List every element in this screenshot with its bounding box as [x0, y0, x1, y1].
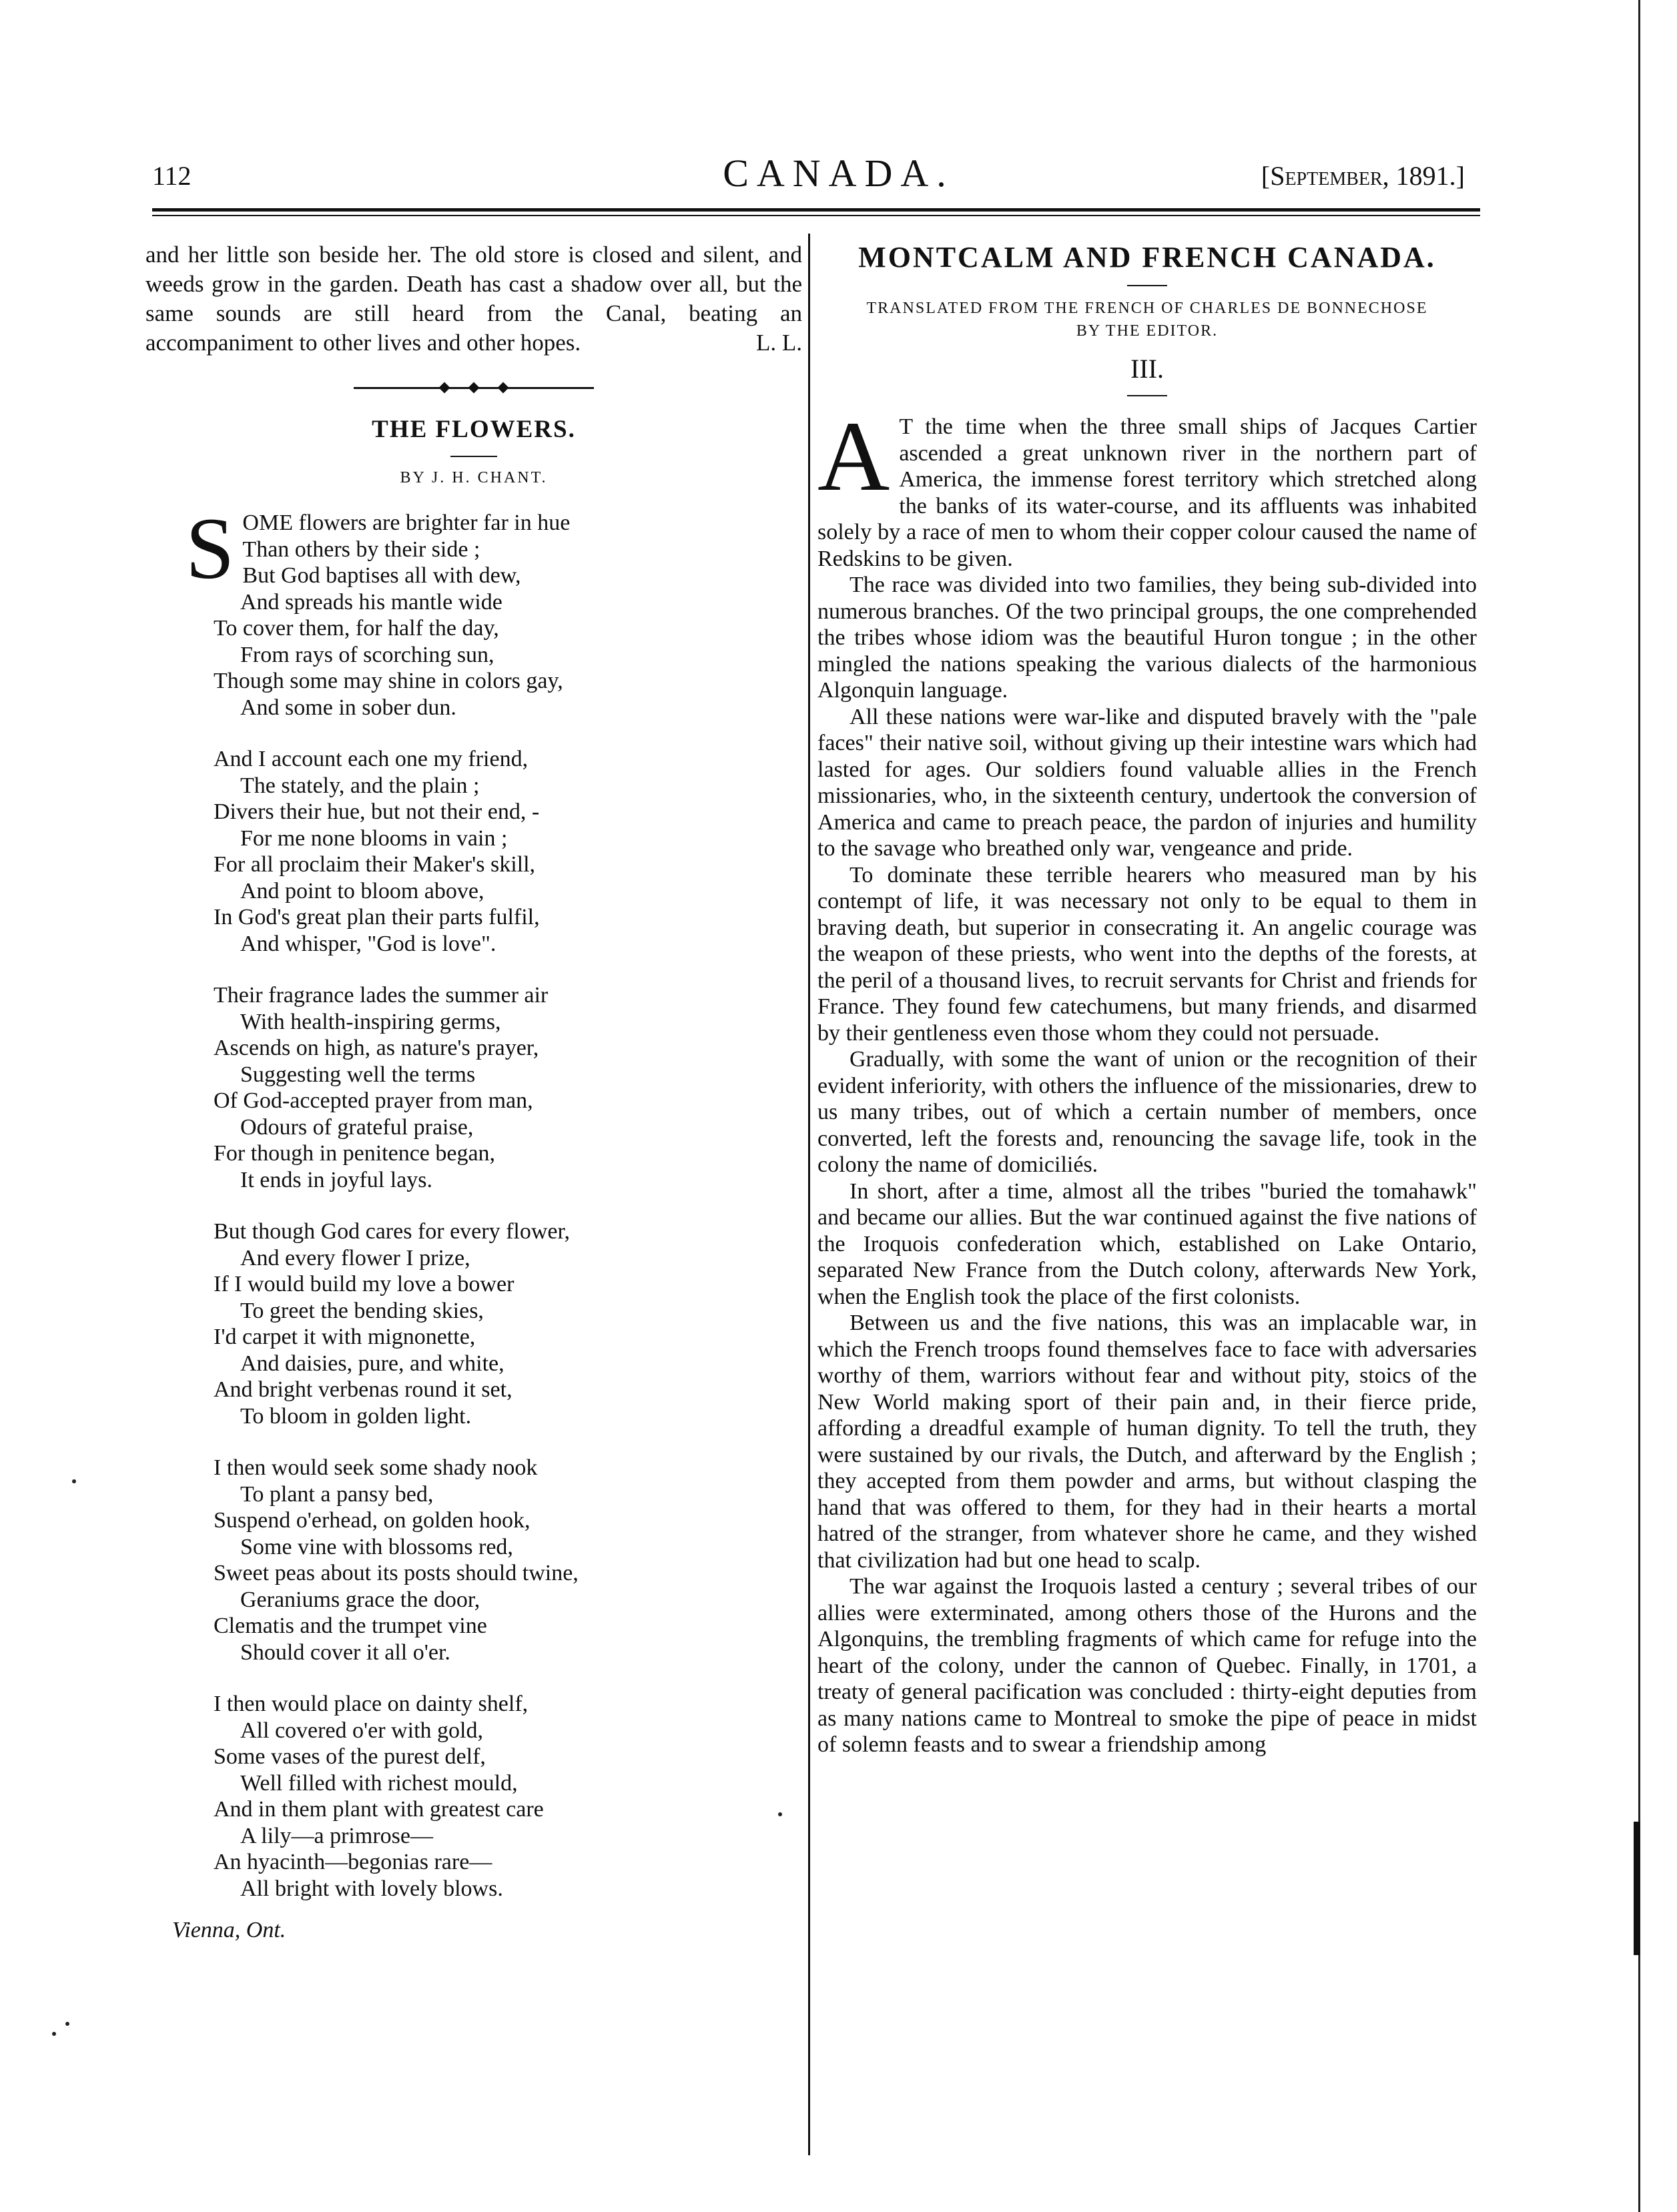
header-rule-thick — [152, 208, 1480, 212]
section-rule — [1127, 395, 1167, 396]
poem-line: An hyacinth—begonias rare— — [214, 1850, 492, 1874]
poem-line: Of God-accepted prayer from man, — [214, 1088, 533, 1113]
poem-signoff: Vienna, Ont. — [172, 1918, 286, 1942]
issue-date: [September, 1891.] — [1261, 161, 1465, 191]
paragraph: The race was divided into two families, they being sub-divided into numerous branches. Of the two principal groups, the one comprehended the tribes whose idiom was the beautiful Huron tongue ; in the other mingled the nations speaking the various dialects of the harmonious Algonquin language. — [817, 573, 1477, 703]
poem-line: A lily—a primrose— — [240, 1823, 433, 1848]
article-title-rule — [1127, 285, 1167, 286]
poem-line: Well filled with richest mould, — [240, 1770, 518, 1796]
scan-speck — [778, 1812, 782, 1816]
poem-line: Than others by their side ; — [242, 536, 480, 562]
poem-line: The stately, and the plain ; — [240, 773, 480, 798]
page-edge-mark — [1634, 1822, 1640, 1955]
poem-line: And whisper, "God is love". — [240, 931, 496, 956]
prose-ending — [145, 240, 802, 358]
poem-line: And I account each one my friend, — [214, 747, 529, 771]
poem-line: I then would seek some shady nook — [214, 1455, 538, 1480]
drop-cap-s: S — [186, 499, 235, 597]
poem-line: For all proclaim their Maker's skill, — [214, 852, 536, 877]
article-title: MONTCALM AND FRENCH CANADA. — [858, 241, 1436, 274]
left-column — [145, 240, 802, 1943]
drop-cap-a: A — [817, 401, 890, 512]
scan-speck — [52, 2032, 56, 2036]
poem-line: All covered o'er with gold, — [240, 1718, 483, 1743]
poem-line: Divers their hue, but not their end, - — [214, 799, 540, 824]
poem-line: For though in penitence began, — [214, 1141, 496, 1166]
article-body — [817, 401, 1477, 1758]
poem-line: Sweet peas about its posts should twine, — [214, 1561, 579, 1585]
poem-line: Odours of grateful praise, — [240, 1114, 474, 1140]
paragraph: Gradually, with some the want of union or the recognition of their evident inferiority, with others the influence of the missionaries, drew to us many tribes, out of which a certain number of members, once converted, left the forests and, renouncing the savage life, took in the colony the name of domiciliés. — [817, 1047, 1477, 1177]
section-ornament — [354, 383, 594, 392]
poem-title-rule — [450, 456, 497, 457]
poem-line: To bloom in golden light. — [240, 1403, 472, 1429]
stanza-6 — [214, 1691, 802, 1902]
poem-line: I'd carpet it with mignonette, — [214, 1325, 476, 1349]
poem-byline: BY J. H. CHANT. — [400, 469, 548, 486]
prose-signature: L. L. — [755, 330, 802, 356]
right-column — [817, 240, 1477, 1758]
poem — [186, 499, 802, 1902]
scan-speck — [65, 2022, 69, 2026]
poem-line: Some vases of the purest delf, — [214, 1744, 486, 1769]
poem-line: Some vine with blossoms red, — [240, 1534, 513, 1559]
paragraph: In short, after a time, almost all the tribes "buried the tomahawk" and became our allies. But the war continued against the five nations of the Iroquois confederation which, established on Lake Ontario, separated New France from the Dutch colony, afterwards New York, when the English took the place of the first colonists. — [817, 1178, 1477, 1309]
poem-line: But though God cares for every flower, — [214, 1219, 570, 1244]
poem-line: And spreads his mantle wide — [240, 589, 502, 615]
poem-line: And in them plant with greatest care — [214, 1797, 544, 1822]
poem-line: To greet the bending skies, — [240, 1298, 484, 1323]
poem-line: Clematis and the trumpet vine — [214, 1613, 487, 1638]
paragraph: The war against the Iroquois lasted a century ; several tribes of our allies were exterminated, among others those of the Hurons and the Algonquins, the trembling fragments of which came for refuge into the heart of the colony, under the cannon of Quebec. Finally, in 1701, a treaty of general pacification was concluded : thirty-eight deputies from as many nations came to Montreal to smoke the pipe of peace in midst of solemn feasts and to swear a friendship among — [817, 1574, 1477, 1757]
poem-line: To cover them, for half the day, — [214, 616, 499, 641]
header-rule-thin — [152, 215, 1480, 216]
poem-line: Their fragrance lades the summer air — [214, 983, 549, 1008]
poem-line: In God's great plan their parts fulfil, — [214, 905, 540, 930]
stanza-2 — [214, 746, 802, 957]
poem-line: Geraniums grace the door, — [240, 1587, 480, 1612]
page-number: 112 — [152, 161, 192, 191]
paragraph: Between us and the five nations, this was an implacable war, in which the French troops found themselves face to face with adversaries worthy of them, warriors without fear and without pity, stoics of the New World making sport of their pain and, in their fierce pride, affording a dreadful example of human dignity. To tell the truth, they were sustained by our rivals, the Dutch, and afterward by the English ; they accepted from them powder and arms, but without clasping the hand that was offered to them, for they had in their hearts a mortal hatred of the stranger, from whatever shore he came, and they wished that civilization had but one head to scalp. — [817, 1311, 1477, 1573]
poem-line: Suggesting well the terms — [240, 1062, 476, 1087]
poem-line: With health-inspiring germs, — [240, 1009, 501, 1034]
poem-line: And bright verbenas round it set, — [214, 1377, 513, 1402]
article-subtitle: TRANSLATED FROM THE FRENCH OF CHARLES DE BONNECHOSE — [866, 300, 1428, 317]
prose-text: and her little son beside her. The old store is closed and silent, and weeds grow in the garden. Death has cast a shadow over all, but the same sounds are still heard from the Canal, beating an accompaniment to other lives and other hopes. — [145, 242, 802, 356]
poem-line: Suspend o'erhead, on golden hook, — [214, 1508, 531, 1533]
paragraph — [817, 401, 1477, 572]
poem-line: It ends in joyful lays. — [240, 1167, 433, 1192]
poem-line: Ascends on high, as nature's prayer, — [214, 1036, 539, 1060]
poem-line: And daisies, pure, and white, — [240, 1351, 505, 1376]
poem-line: To plant a pansy bed, — [240, 1481, 434, 1507]
poem-line: All bright with lovely blows. — [240, 1876, 503, 1901]
stanza-4 — [214, 1218, 802, 1429]
poem-line: OME flowers are brighter far in hue — [242, 510, 571, 535]
scan-speck — [72, 1479, 76, 1483]
poem-line: Though some may shine in colors gay, — [214, 669, 563, 693]
stanza-5 — [214, 1455, 802, 1666]
poem-title: THE FLOWERS. — [372, 416, 576, 443]
paragraph: To dominate these terrible hearers who measured man by his contempt of life, it was necessary not only to be equal to them in braving death, but superior in consecrating it. An angelic courage was the weapon of these priests, who went into the depths of the forests, at the peril of a thousand lives, to recruit servants for Christ and friends for France. They found few catechumens, but many friends, and disarmed by their gentleness even those whom they could not persuade. — [817, 862, 1477, 1046]
section-number: III. — [1130, 354, 1164, 384]
poem-line: And point to bloom above, — [240, 878, 484, 903]
stanza-1 — [186, 499, 802, 721]
stanza-3 — [214, 982, 802, 1193]
article-translator: BY THE EDITOR. — [1076, 322, 1219, 340]
poem-line: And some in sober dun. — [240, 695, 456, 720]
paragraph: All these nations were war-like and disputed bravely with the "pale faces" their native soil, without giving up their intestine wars which had lasted for ages. Our soldiers found valuable allies in the French missionaries, who, in the sixteenth century, undertook the conversion of America and came to preach peace, the pardon of injuries and humility to the savage who breathed only war, vengeance and pride. — [817, 704, 1477, 861]
column-divider — [808, 234, 810, 2155]
poem-line: Should cover it all o'er. — [240, 1639, 450, 1665]
poem-line: And every flower I prize, — [240, 1245, 470, 1270]
paragraph-text: T the time when the three small ships of Jacques Cartier ascended a great unknown river in the northern part of America, the immense forest territory which stretched along the banks of its water-course, and its affluents was inhabited solely by a race of men to whom their copper colour caused the name of Redskins to be given. — [817, 414, 1477, 571]
poem-line: But God baptises all with dew, — [242, 563, 521, 588]
poem-line: I then would place on dainty shelf, — [214, 1692, 529, 1716]
poem-line: From rays of scorching sun, — [240, 642, 494, 667]
poem-line: For me none blooms in vain ; — [240, 825, 508, 851]
masthead-title: CANADA. — [723, 151, 954, 195]
poem-line: If I would build my love a bower — [214, 1272, 515, 1297]
